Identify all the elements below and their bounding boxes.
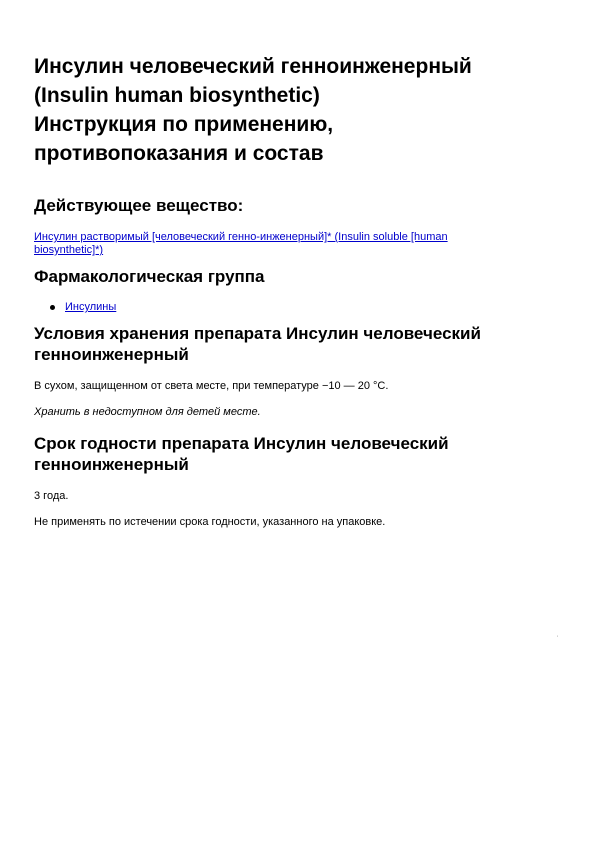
list-item <box>34 300 564 314</box>
storage-heading-line-2: генноинженерный <box>34 345 189 364</box>
pharm-group-heading: Фармакологическая группа <box>34 267 265 286</box>
page-title <box>34 52 564 168</box>
shelf-life-heading <box>34 433 564 475</box>
pharm-group-link-insulins[interactable]: Инсулины <box>65 301 117 313</box>
storage-heading <box>34 323 564 365</box>
active-substance-link-line-1[interactable]: Инсулин растворимый [человеческий генно-инженерный]* (Insulin soluble [human <box>34 231 448 243</box>
storage-note: Хранить в недоступном для детей месте. <box>34 406 261 418</box>
active-substance-link-line-2[interactable]: biosynthetic]*) <box>34 244 104 256</box>
title-line-2: (Insulin human biosynthetic) <box>34 84 320 107</box>
title-line-4: противопоказания и состав <box>34 142 324 165</box>
title-line-1: Инсулин человеческий генноинженерный <box>34 55 472 78</box>
storage-heading-line-1: Условия хранения препарата Инсулин человеческий <box>34 324 481 343</box>
footer-mark: ' <box>557 636 559 642</box>
storage-text: В сухом, защищенном от света месте, при температуре −10 — 20 °C. <box>34 380 389 392</box>
active-substance-link[interactable] <box>34 231 564 257</box>
active-substance-heading: Действующее вещество: <box>34 196 244 215</box>
shelf-life-heading-line-1: Срок годности препарата Инсулин человеческий <box>34 434 449 453</box>
bullet-icon <box>50 305 55 310</box>
document-page <box>34 52 564 529</box>
pharm-group-list <box>34 300 564 314</box>
title-line-3: Инструкция по применению, <box>34 113 334 136</box>
shelf-life-note: Не применять по истечении срока годности, указанного на упаковке. <box>34 516 386 528</box>
shelf-life-heading-line-2: генноинженерный <box>34 455 189 474</box>
shelf-life-text: 3 года. <box>34 490 69 502</box>
